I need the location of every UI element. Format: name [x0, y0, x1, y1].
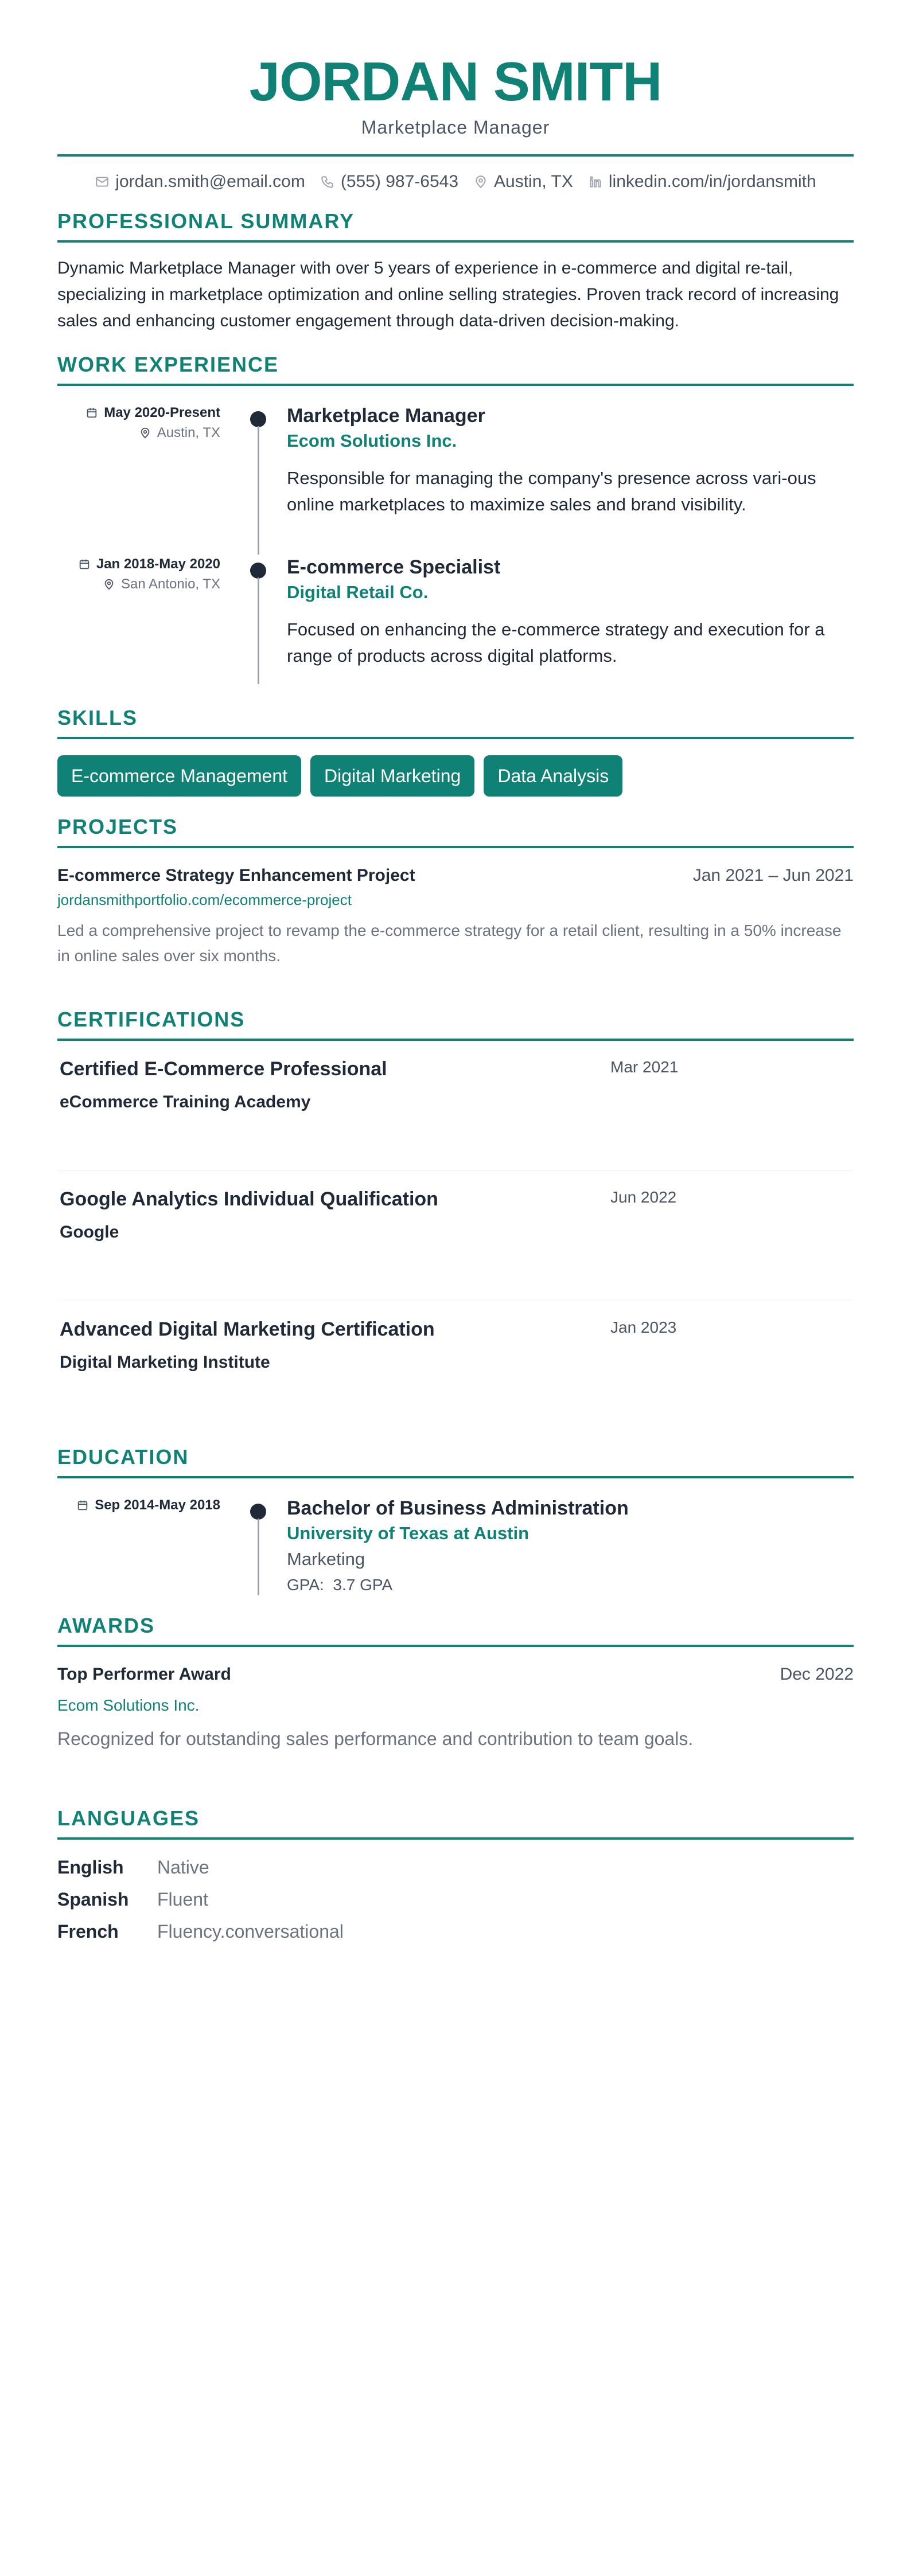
certification-date: Jun 2022 [610, 1188, 677, 1206]
contact-location [473, 172, 573, 192]
certification-item [57, 1041, 854, 1171]
language-item [57, 1851, 854, 1883]
certification-date: Mar 2021 [610, 1058, 679, 1076]
award-date: Dec 2022 [780, 1665, 854, 1684]
candidate-name: JORDAN SMITH [249, 51, 662, 112]
certification-name: Advanced Digital Marketing Certification [60, 1318, 435, 1340]
project-description: Led a comprehensive project to revamp the e-commerce strategy for a retail client, resulting in a 50% increase in online sales over six months. [57, 922, 842, 965]
gpa-value: 3.7 GPA [333, 1576, 393, 1594]
section-divider [57, 240, 854, 243]
experience-role: Marketplace Manager [287, 405, 485, 427]
timeline-line [258, 577, 259, 684]
section-title-summary: PROFESSIONAL SUMMARY [57, 209, 355, 233]
language-name: English [57, 1856, 124, 1878]
skill-tag: E-commerce Management [57, 755, 301, 797]
certification-issuer: Digital Marketing Institute [60, 1353, 270, 1372]
education-school: University of Texas at Austin [287, 1523, 530, 1543]
certification-name: Google Analytics Individual Qualification [60, 1188, 438, 1210]
project-name: E-commerce Strategy Enhancement Project [57, 866, 415, 885]
award-name: Top Performer Award [57, 1665, 231, 1684]
skills-section [57, 704, 854, 797]
contact-phone[interactable] [320, 172, 458, 192]
certification-date: Jan 2023 [610, 1318, 677, 1336]
section-divider [57, 1476, 854, 1478]
timeline-dot [250, 563, 266, 579]
language-level: Fluent [157, 1888, 208, 1910]
section-title-projects: PROJECTS [57, 815, 178, 838]
timeline-dot [250, 411, 266, 427]
gpa-label: GPA: [287, 1576, 324, 1594]
timeline-line [258, 1519, 259, 1595]
calendar-icon [85, 407, 98, 419]
skill-tag: Data Analysis [484, 755, 622, 797]
education-section [57, 1443, 854, 1601]
experience-section [57, 350, 854, 684]
contact-linkedin[interactable] [588, 172, 816, 192]
language-level: Fluency.conversational [157, 1921, 344, 1942]
section-divider [57, 1837, 854, 1840]
contact-phone-text: (555) 987-6543 [340, 172, 459, 191]
language-item [57, 1883, 854, 1915]
section-title-skills: SKILLS [57, 706, 138, 729]
skills-list [57, 755, 854, 797]
timeline-line [258, 426, 259, 555]
map-pin-icon [103, 578, 115, 591]
experience-date: Jan 2018-May 2020 [96, 556, 220, 572]
education-gpa [287, 1572, 854, 1598]
section-title-certifications: CERTIFICATIONS [57, 1008, 246, 1031]
section-title-experience: WORK EXPERIENCE [57, 353, 279, 376]
mail-icon [95, 174, 110, 189]
certification-name: Certified E-Commerce Professional [60, 1058, 387, 1080]
project-link[interactable]: jordansmithportfolio.com/ecommerce-project [57, 891, 352, 908]
contact-email-text: jordan.smith@email.com [115, 172, 305, 191]
certifications-list [57, 1041, 854, 1431]
experience-role: E-commerce Specialist [287, 556, 501, 578]
language-name: French [57, 1921, 119, 1942]
section-title-education: EDUCATION [57, 1445, 189, 1469]
experience-date: May 2020-Present [104, 405, 220, 420]
experience-location: San Antonio, TX [120, 576, 220, 592]
section-divider [57, 384, 854, 386]
experience-entry [57, 403, 854, 555]
certification-issuer: eCommerce Training Academy [60, 1092, 311, 1111]
experience-entry [57, 555, 854, 684]
contact-bar [57, 157, 854, 207]
phone-icon [320, 174, 335, 189]
contact-email[interactable] [95, 172, 305, 192]
projects-section [57, 813, 854, 969]
awards-section [57, 1611, 854, 1751]
language-level: Native [157, 1856, 209, 1878]
experience-company: Ecom Solutions Inc. [287, 431, 457, 451]
education-date: Sep 2014-May 2018 [95, 1497, 220, 1513]
section-title-awards: AWARDS [57, 1614, 155, 1637]
experience-location: Austin, TX [157, 425, 220, 440]
experience-description: Focused on enhancing the e-commerce strategy and execution for a range of products across digital platforms. [287, 619, 825, 666]
section-divider [57, 1645, 854, 1647]
project-date: Jan 2021 – Jun 2021 [692, 866, 854, 885]
section-divider [57, 846, 854, 848]
section-divider [57, 737, 854, 739]
summary-text: Dynamic Marketplace Manager with over 5 years of experience in e-commerce and digital re-tail, specializing in marketplace optimization and online selling strategies. Proven track record of increasing sales and enhancing customer engagement through data-driven decision-making. [57, 259, 839, 330]
summary-section [57, 207, 854, 334]
contact-location-text: Austin, TX [494, 172, 573, 191]
award-description: Recognized for outstanding sales performance and contribution to team goals. [57, 1728, 694, 1749]
education-field: Marketing [287, 1549, 365, 1569]
contact-linkedin-text: linkedin.com/in/jordansmith [608, 172, 816, 191]
section-title-languages: LANGUAGES [57, 1806, 200, 1830]
calendar-icon [78, 558, 91, 571]
language-name: Spanish [57, 1888, 129, 1910]
certification-issuer: Google [60, 1223, 119, 1242]
map-pin-icon [473, 174, 488, 189]
certifications-section [57, 1005, 854, 1431]
language-item [57, 1915, 854, 1947]
languages-section [57, 1804, 854, 1947]
experience-company: Digital Retail Co. [287, 582, 429, 602]
education-degree: Bachelor of Business Administration [287, 1497, 629, 1519]
calendar-icon [76, 1499, 89, 1512]
award-organization: Ecom Solutions Inc. [57, 1696, 200, 1714]
map-pin-icon [139, 427, 151, 439]
timeline-dot [250, 1504, 266, 1520]
skill-tag: Digital Marketing [310, 755, 474, 797]
certification-item [57, 1301, 854, 1431]
certification-item [57, 1171, 854, 1301]
languages-list [57, 1851, 854, 1947]
education-entry [57, 1496, 854, 1601]
linkedin-icon [588, 174, 603, 189]
candidate-headline: Marketplace Manager [361, 117, 550, 138]
experience-description: Responsible for managing the company's presence across vari-ous online marketplaces to maximize sales and brand visibility. [287, 468, 816, 514]
